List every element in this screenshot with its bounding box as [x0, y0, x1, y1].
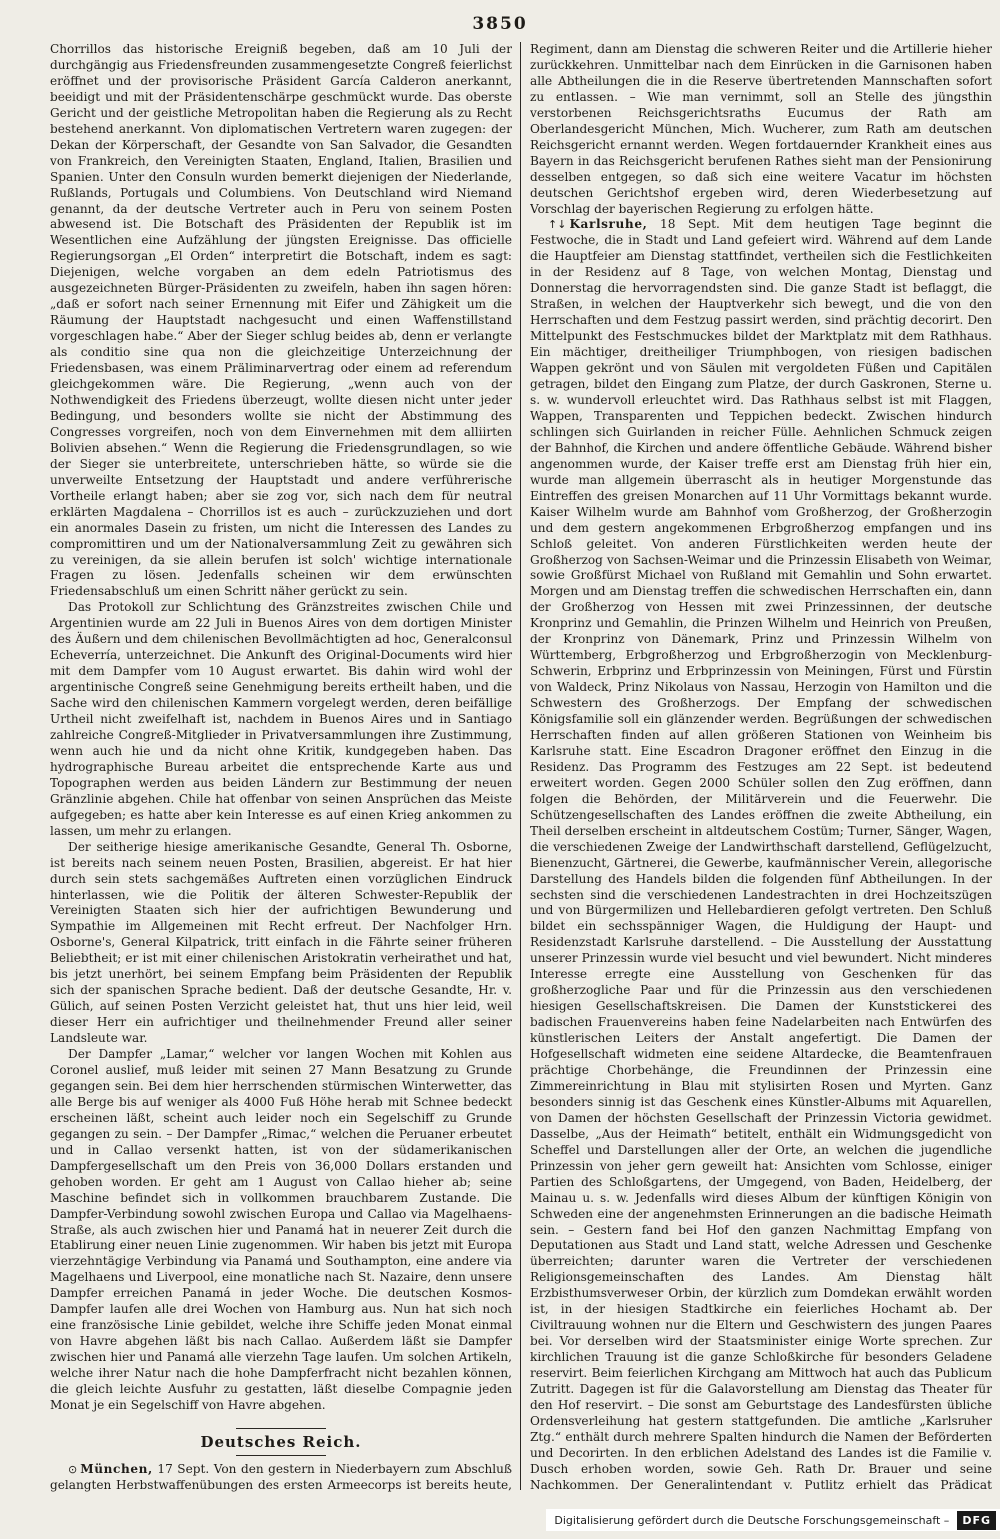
article-munich-text: Von den gestern in Niederbayern zum Abschluß gelangten Herbstwaffenübungen des ersten Armeecorps ist bereits heute, — [50, 1461, 512, 1492]
article-american-envoy: Der seitherige hiesige amerikanische Gesandte, General Th. Osborne, ist bereits nach seinem neuen Posten, Brasilien, abgereist. Er hat hier durch sein stets sachgemäßes Auftreten einen vorzüglichen Eindruck hinterlassen, wie die Politik der älteren Schwester-Republik der Vereinigten Staaten sich hier der aufrichtigen Bewunderung und Sympathie im Allgemeinen mit Recht erfreut. Der Nachfolger Hrn. Osborne's, General Kilpatrick, tritt einfach in die Fährte seiner früheren Beliebtheit; er ist mit einer chilenischen Aristokratin verheirathet und hat, bis jetzt unerhört, bei seinem Empfang beim Präsidenten der Republik sich der spanischen Sprache bedient. Daß der deutsche Gesandte, Hr. v. Gülich, auf seinen Posten Verzicht geleistet hat, thut uns hier leid, weil dieser Herr ein aufrichtiger und theilnehmender Freund aller seiner Landsleute war. — [50, 839, 512, 1046]
section-heading: Deutsches Reich. — [200, 1432, 362, 1451]
article-munich — [50, 1462, 512, 1492]
dateline-karlsruhe: Karlsruhe, — [569, 217, 648, 232]
section-rule — [236, 1428, 326, 1429]
article-karlsruhe-text: Mit dem heutigen Tage beginnt die Festwoche, die in Stadt und Land gefeiert wird. Während auf dem Lande die Hauptfeier am Dienstag stattfindet, vertheilen sich die Festlichkeiten in der Residenz auf 8 Tage, von welchen Montag, Dienstag und Donnerstag die hervorragendsten sind. Die ganze Stadt ist beflaggt, die Straßen, in welchen der Hauptverkehr sich bewegt, und die von den Herrschaften und dem Festzug passirt werden, sind prächtig decorirt. Den Mittelpunkt des Festschmuckes bildet der Marktplatz mit dem Rathhaus. Ein mächtiger, dreitheiliger Triumphbogen, von riesigen badischen Wappen gekrönt und von Säulen mit vergoldeten Füßen und Capitälen getragen, bildet den Eingang zum Platze, der durch Gaskronen, Sterne u. s. w. wundervoll erleuchtet wird. Das Rathhaus selbst ist mit Flaggen, Wappen, Transparenten und Teppichen bedeckt. Zwischen hindurch schlingen sich Guirlanden in reicher Fülle. Aehnlichen Schmuck zeigen der Bahnhof, die Kirchen und andere öffentliche Gebäude. Während bisher angenommen wurde, der Kaiser treffe erst am Dienstag früh hier ein, wurde man allgemein überrascht als in heutiger Morgenstunde das Eintreffen des greisen Monarchen auf 11 Uhr Vormittags bekannt wurde. Kaiser Wilhelm wurde am Bahnhof vom Großherzog, der Großherzogin und dem gestern angekommenen Erbgroßherzog empfangen und ins Schloß geleitet. Von anderen Fürstlichkeiten werden heute der Großherzog von Sachsen-Weimar und die Prinzessin Elisabeth von Weimar, sowie Großfürst Michael von Rußland mit Gemahlin und Sohn erwartet. Morgen und am Dienstag treffen die schwedischen Herrschaften ein, dann der Großherzog von Hessen mit zwei Prinzessinnen, der deutsche Kronprinz und Gemahlin, die Prinzen Wilhelm und Heinrich von Preußen, der Kronprinz von Dänemark, Prinz und Prinzessin Wilhelm von Württemberg, Erbgroßherzog und Erbgroßherzogin von Mecklenburg-Schwerin, Erbprinz und Erbprinzessin von Meiningen, Fürst und Fürstin von Waldeck, Prinz Nikolaus von Nassau, Herzogin von Hamilton und die Schwestern des Großherzogs. Der Empfang der schwedischen Königsfamilie soll ein glänzender werden. Begrüßungen der schwedischen Herrschaften finden auf allen größeren Stationen von Weinheim bis Karlsruhe statt. Eine Escadron Dragoner eröffnet den Einzug in die Residenz. Das Programm des Festzuges am 22 Sept. ist bedeutend erweitert worden. Gegen 2000 Schüler sollen den Zug eröffnen, dann folgen die Behörden, der Militärverein und die Feuerwehr. Die Schützengesellschaften des Landes eröffnen die zweite Abtheilung, ein Theil derselben erscheint in altdeutschem Costüm; Turner, Sänger, Wagen, die verschiedenen Zweige der Landwirthschaft darstellend, Geflügelzucht, Bienenzucht, Gärtnerei, die Gewerbe, kaufmännischer Verein, allegorische Darstellung des Handels bilden die folgenden fünf Abtheilungen. In der sechsten sind die verschiedenen Landestrachten in drei Hochzeitszügen und von Bürgermilizen und Hellebardieren gefolgt vertreten. Den Schluß bildet ein sechsspänniger Wagen, die Huldigung der Haupt- und Residenzstadt Karlsruhe darstellend. – Die Ausstellung der Ausstattung unserer Prinzessin wurde viel besucht und viel bewundert. Nicht minderes Interesse erregte eine Ausstellung von Geschenken für das großherzogliche Paar und für die Prinzessin aus den verschiedenen hiesigen Gesellschaftskreisen. Die Damen der Kunststickerei des badischen Frauenvereins haben feine Nadelarbeiten nach Entwürfen des künstlerischen Leiters der Anstalt angefertigt. Die Damen der Hofgesellschaft widmeten eine seidene Altardecke, die Beamtenfrauen prächtige Chorbehänge, die Freundinnen der Prinzessin eine Zimmereinrichtung in Blau mit stylisirten Rosen und Myrten. Ganz besonders sinnig ist das Geschenk eines Künstler-Albums mit Aquarellen, von Damen der höchsten Gesellschaft der Prinzessin Victoria gewidmet. Dasselbe, „Aus der Heimath“ betitelt, enthält ein Widmungsgedicht von Scheffel und Darstellungen aller der Orte, an welchen die jugendliche Prinzessin von jeher gern geweilt hat: Ansichten vom Schlosse, einiger Partien des Schloßgartens, der Umgegend, von Baden, Heidelberg, der Mainau u. s. w. Jedenfalls wird dieses Album der künftigen Königin von Schweden eine der angenehmsten Erinnerungen an die badische Heimath sein. – Gestern fand bei Hof den ganzen Nachmittag Empfang von Deputationen aus Stadt und Land statt, welche Adressen und Geschenke überreichten; darunter waren die Vertreter der verschiedenen Religionsgemeinschaften des Landes. Am Dienstag hält Erzbisthumsverweser Orbin, der kürzlich zum Domdekan erwählt worden ist, in der hiesigen Stadtkirche ein feierliches Hochamt ab. Der Civiltrauung wohnen nur die Eltern und Geschwistern des jungen Paares bei. Vor derselben wird der Staatsminister einige Worte sprechen. Zur kirchlichen Trauung ist die ganze Schloßkirche für besonders Geladene reservirt. Beim feierlichen Kirchgang am Mittwoch hat auch das Publicum Zutritt. Dagegen ist für die Galavorstellung am Dienstag das Theater für den Hof reservirt. – Die sonst am Geburtstage des Landesfürsten übliche Ordensverleihung hat gestern stattgefunden. Die amtliche „Karlsruher Ztg.“ enthält durch mehrere Spalten hindurch die Namen der Beförderten und Decorirten. In den erblichen Adelstand des Landes ist die Familie v. Dusch erhoben worden, sowie Geh. Rath Dr. Brauer und seine Nachkommen. Der Generalintendant v. Putlitz erhielt das Prädicat — [530, 217, 992, 1492]
article-karlsruhe — [530, 217, 992, 1492]
dfg-logo: DFG — [957, 1511, 996, 1530]
article-chile-argentina-border: Das Protokoll zur Schlichtung des Gränzstreites zwischen Chile und Argentinien wurde am 22 Juli in Buenos Aires von dem dortigen Minister des Äußern und dem chilenischen Bevollmächtigten ad hoc, Generalconsul Echeverría, unterzeichnet. Die Ankunft des Original-Documents wird hier mit dem Dampfer vom 10 August erwartet. Bis dahin wird wohl der argentinische Congreß seine Genehmigung bereits ertheilt haben, und die Sache wird den chilenischen Kammern vorgelegt werden, deren beifällige Urtheil nicht zweifelhaft ist, nachdem in Buenos Aires und in Santiago zahlreiche Congreß-Mitglieder in Privatversammlungen ihre Zustimmung, wenn auch hie und da nicht ohne Kritik, kundgegeben haben. Das hydrographische Bureau arbeitet die entsprechende Karte aus und Topographen werden aus beiden Ländern zur Bestimmung der neuen Gränzlinie abgehen. Chile hat offenbar von seinen Ansprüchen das Meiste aufgegeben; es hatte aber kein Interesse es auf einen Krieg ankommen zu lassen, um mehr zu erlangen. — [50, 600, 512, 838]
left-column — [50, 42, 512, 1492]
article-steamer-lines: Der Dampfer „Lamar,“ welcher vor langen Wochen mit Kohlen aus Coronel auslief, muß leider mit seinen 27 Mann Besatzung zu Grunde gegangen sein. Bei dem hier herrschenden stürmischen Winterwetter, das alle Berge bis auf weniger als 4000 Fuß Höhe herab mit Schnee bedeckt erscheinen läßt, scheint auch leider noch ein Segelschiff zu Grunde gegangen zu sein. – Der Dampfer „Rimac,“ welchen die Peruaner erbeutet und in Callao versenkt hatten, ist von der südamerikanischen Dampfergesellschaft um den Preis von 36,000 Dollars erstanden und gehoben worden. Er geht am 1 August von Callao hieher ab; seine Maschine befindet sich in vollkommen brauchbarem Zustande. Die Dampfer-Verbindung sowohl zwischen Europa und Callao via Magelhaens-Straße, als auch zwischen hier und Panamá hat in neuerer Zeit durch die Etablirung einer neuen Linie zugenommen. Wir haben bis jetzt mit Europa vierzehntägige Verbindung via Panamá und Southampton, eine andere via Magelhaens und Liverpool, eine monatliche nach St. Nazaire, denn unsere Dampfer erreichen Panamá in jeder Woche. Die deutschen Kosmos-Dampfer laufen alle drei Wochen von Hamburg aus. Nun hat sich noch eine französische Linie gebildet, welche ihre Schiffe jeden Monat einmal von Havre abgehen läßt bis nach Callao. Außerdem läßt sie Dampfer zwischen hier und Panamá alle vierzehn Tage laufen. Um solchen Artikeln, welche ihrer Natur nach die hohe Dampferfracht nicht bezahlen können, die gleich leichte Ausfuhr zu gestatten, läßt dieselbe Compagnie jeden Monat je ein Segelschiff von Havre abgehen. — [50, 1047, 512, 1413]
correspondent-mark-icon: ⊙ — [68, 1462, 78, 1476]
right-column — [530, 42, 992, 1492]
column-divider — [520, 42, 521, 1490]
article-peru-congress: Chorrillos das historische Ereigniß begeben, daß am 10 Juli der durchgängig aus Friedensfreunden zusammengesetzte Congreß feierlichst eröffnet und der provisorische Präsident García Calderon anerkannt, beeidigt und mit der Präsidentenschärpe geschmückt wurde. Das oberste Gericht und der geistliche Metropolitan haben die Regierung als zu Recht bestehend anerkannt. Von diplomatischen Vertretern waren zugegen: der Dekan der Körperschaft, der Gesandte von San Salvador, die Gesandten von Frankreich, den Vereinigten Staaten, England, Italien, Brasilien und Spanien. Unter den Consuln wurden bemerkt diejenigen der Niederlande, Rußlands, Portugals und Columbiens. Von Deutschland wird Niemand genannt, da der deutsche Vertreter auch in Peru von seinem Posten abwesend ist. Die Botschaft des Präsidenten der Republik ist im Wesentlichen eine Aufzählung der jüngsten Ereignisse. Das officielle Regierungsorgan „El Orden“ interpretirt die Botschaft, indem es sagt: Diejenigen, welche vorgaben an dem edeln Patriotismus des ausgezeichneten Bürger-Präsidenten zu zweifeln, haben ihn sagen hören: „daß er sofort nach seiner Ernennung mit Eifer und Zähigkeit um die Räumung der Hauptstadt nachgesucht und einen Waffenstillstand vorgeschlagen habe.“ Aber der Sieger schlug beides ab, denn er verlangte als conditio sine qua non die gleichzeitige Unterzeichnung der Friedensbasen, was einem Präliminarvertrag oder einem ad referendum gleichgekommen wäre. Die Regierung, „wenn auch von der Nothwendigkeit des Friedens überzeugt, wollte diesen nicht unter jeder Bedingung, und besonders wollte sie nicht der Abstimmung des Congresses vorgreifen, noch von dem Einvernehmen mit dem alliirten Bolivien absehen.“ Wenn die Regierung die Friedensgrundlagen, so wie der Sieger sie unterbreitete, unterschrieben hätte, so würde sie die unverweilte Entsetzung der Hauptstadt und andere verführerische Vortheile erlangt haben; aber sie zog vor, sich nach dem für neutral erklärten Magdalena – Chorrillos ist es auch – zurückzuziehen und dort ein anormales Dasein zu fristen, um nicht die Interessen des Landes zu compromittiren und um der Nationalversammlung Zeit zu gewähren sich zu vereinigen, da sie allein berufen ist solch' wichtige internationale Fragen zu lösen. Jedenfalls scheinen wir dem erwünschten Friedensabschluß um einen Schritt näher gerückt zu sein. — [50, 42, 512, 599]
section-rule — [236, 1455, 326, 1456]
article-munich-continuation: Regiment, dann am Dienstag die schweren Reiter und die Artillerie hieher zurückkehren. Unmittelbar nach dem Einrücken in die Garnisonen haben alle Abtheilungen die in die Reserve übertretenden Mannschaften sofort zu entlassen. – Wie man vernimmt, soll an Stelle des jüngsthin verstorbenen Reichsgerichtsraths Eucumus der Rath am Oberlandesgericht München, Mich. Wucherer, zum Rath am deutschen Reichsgericht ernannt werden. Wegen fortdauernder Krankheit eines aus Bayern in das Reichsgericht berufenen Rathes sieht man der Pensionirung desselben entgegen, so daß sich eine weitere Vacatur im höchsten deutschen Gerichtshof ergeben wird, deren Wiederbesetzung auf Vorschlag der bayerischen Regierung zu erfolgen hätte. — [530, 42, 992, 216]
digitization-footer — [546, 1509, 1000, 1531]
correspondent-mark-icon: ↑↓ — [548, 218, 567, 232]
footer-text: Digitalisierung gefördert durch die Deutsche Forschungsgemeinschaft – — [554, 1513, 950, 1527]
dateline-date: 17 Sept. — [157, 1461, 210, 1476]
dateline-munich: München, — [80, 1461, 153, 1476]
dateline-date: 18 Sept. — [660, 217, 720, 232]
page-number: 3850 — [472, 14, 528, 34]
